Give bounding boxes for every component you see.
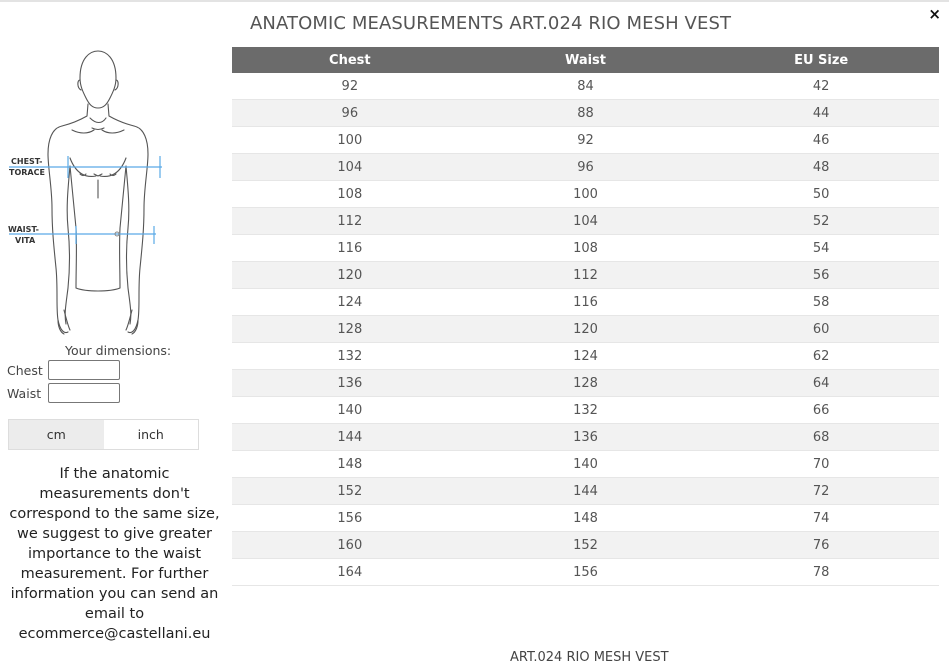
chest-cell: 92 <box>232 73 468 100</box>
top-border <box>0 0 949 2</box>
waist-cell: 136 <box>468 424 704 451</box>
table-row <box>232 478 939 505</box>
waist-cell: 100 <box>468 181 704 208</box>
chest-cell: 128 <box>232 316 468 343</box>
waist-cell: 104 <box>468 208 704 235</box>
waist-label-line1: WAIST- <box>8 225 39 234</box>
eu-size-cell: 78 <box>703 559 939 586</box>
waist-cell: 156 <box>468 559 704 586</box>
waist-cell: 112 <box>468 262 704 289</box>
chest-label-line2: TORACE <box>9 168 45 177</box>
waist-field-row <box>7 382 120 404</box>
waist-cell: 128 <box>468 370 704 397</box>
table-row <box>232 370 939 397</box>
waist-input[interactable] <box>48 383 120 403</box>
column-header-chest: Chest <box>232 47 468 73</box>
eu-size-cell: 68 <box>703 424 939 451</box>
waist-cell: 140 <box>468 451 704 478</box>
eu-size-cell: 62 <box>703 343 939 370</box>
eu-size-cell: 48 <box>703 154 939 181</box>
waist-cell: 88 <box>468 100 704 127</box>
size-table <box>232 47 939 586</box>
table-row <box>232 343 939 370</box>
torso-illustration-icon <box>6 48 196 338</box>
chest-cell: 108 <box>232 181 468 208</box>
eu-size-cell: 60 <box>703 316 939 343</box>
waist-cell: 144 <box>468 478 704 505</box>
eu-size-cell: 50 <box>703 181 939 208</box>
eu-size-cell: 46 <box>703 127 939 154</box>
waist-field-label: Waist <box>7 385 42 401</box>
table-row <box>232 181 939 208</box>
chest-cell: 116 <box>232 235 468 262</box>
eu-size-cell: 70 <box>703 451 939 478</box>
waist-cell: 152 <box>468 532 704 559</box>
eu-size-cell: 74 <box>703 505 939 532</box>
eu-size-cell: 42 <box>703 73 939 100</box>
table-row <box>232 397 939 424</box>
table-row <box>232 532 939 559</box>
table-row <box>232 289 939 316</box>
chest-cell: 164 <box>232 559 468 586</box>
table-row <box>232 127 939 154</box>
chest-cell: 100 <box>232 127 468 154</box>
eu-size-cell: 56 <box>703 262 939 289</box>
table-row <box>232 154 939 181</box>
waist-cell: 124 <box>468 343 704 370</box>
chest-cell: 124 <box>232 289 468 316</box>
chest-cell: 160 <box>232 532 468 559</box>
eu-size-cell: 64 <box>703 370 939 397</box>
chest-field-row <box>7 359 120 381</box>
chest-cell: 156 <box>232 505 468 532</box>
footer-caption: ART.024 RIO MESH VEST <box>510 650 669 665</box>
chest-cell: 120 <box>232 262 468 289</box>
chest-cell: 152 <box>232 478 468 505</box>
waist-cell: 84 <box>468 73 704 100</box>
table-row <box>232 262 939 289</box>
table-row <box>232 73 939 100</box>
table-row <box>232 505 939 532</box>
chest-cell: 104 <box>232 154 468 181</box>
chest-field-label: Chest <box>7 362 43 378</box>
eu-size-cell: 54 <box>703 235 939 262</box>
column-header-eu-size: EU Size <box>703 47 939 73</box>
waist-cell: 96 <box>468 154 704 181</box>
table-row <box>232 100 939 127</box>
eu-size-cell: 44 <box>703 100 939 127</box>
eu-size-cell: 72 <box>703 478 939 505</box>
waist-label-line2: VITA <box>15 236 36 245</box>
waist-cell: 116 <box>468 289 704 316</box>
waist-cell: 132 <box>468 397 704 424</box>
waist-cell: 92 <box>468 127 704 154</box>
eu-size-cell: 52 <box>703 208 939 235</box>
table-row <box>232 208 939 235</box>
table-row <box>232 559 939 586</box>
table-row <box>232 424 939 451</box>
advice-text: If the anatomic measurements don't correspond to the same size, we suggest to give greater importance to the waist measurement. For further information you can send an email to ecommerce@castellani.eu <box>9 466 220 642</box>
chest-cell: 148 <box>232 451 468 478</box>
waist-cell: 108 <box>468 235 704 262</box>
chest-cell: 140 <box>232 397 468 424</box>
eu-size-cell: 58 <box>703 289 939 316</box>
close-button[interactable]: × <box>928 5 941 23</box>
unit-toggle <box>8 419 199 450</box>
column-header-waist: Waist <box>468 47 704 73</box>
chest-cell: 132 <box>232 343 468 370</box>
unit-option-inch[interactable]: inch <box>137 427 164 442</box>
chest-cell: 112 <box>232 208 468 235</box>
eu-size-cell: 76 <box>703 532 939 559</box>
eu-size-cell: 66 <box>703 397 939 424</box>
chest-label-line1: CHEST- <box>11 157 43 166</box>
table-row <box>232 451 939 478</box>
waist-cell: 120 <box>468 316 704 343</box>
body-figure <box>6 48 196 338</box>
chest-input[interactable] <box>48 360 120 380</box>
chest-cell: 136 <box>232 370 468 397</box>
chest-cell: 144 <box>232 424 468 451</box>
waist-cell: 148 <box>468 505 704 532</box>
chest-cell: 96 <box>232 100 468 127</box>
page-title: ANATOMIC MEASUREMENTS ART.024 RIO MESH VEST <box>250 13 732 34</box>
table-row <box>232 316 939 343</box>
unit-option-cm[interactable]: cm <box>9 420 104 449</box>
table-header-row <box>232 47 939 73</box>
table-row <box>232 235 939 262</box>
your-dimensions-heading: Your dimensions: <box>65 343 172 358</box>
